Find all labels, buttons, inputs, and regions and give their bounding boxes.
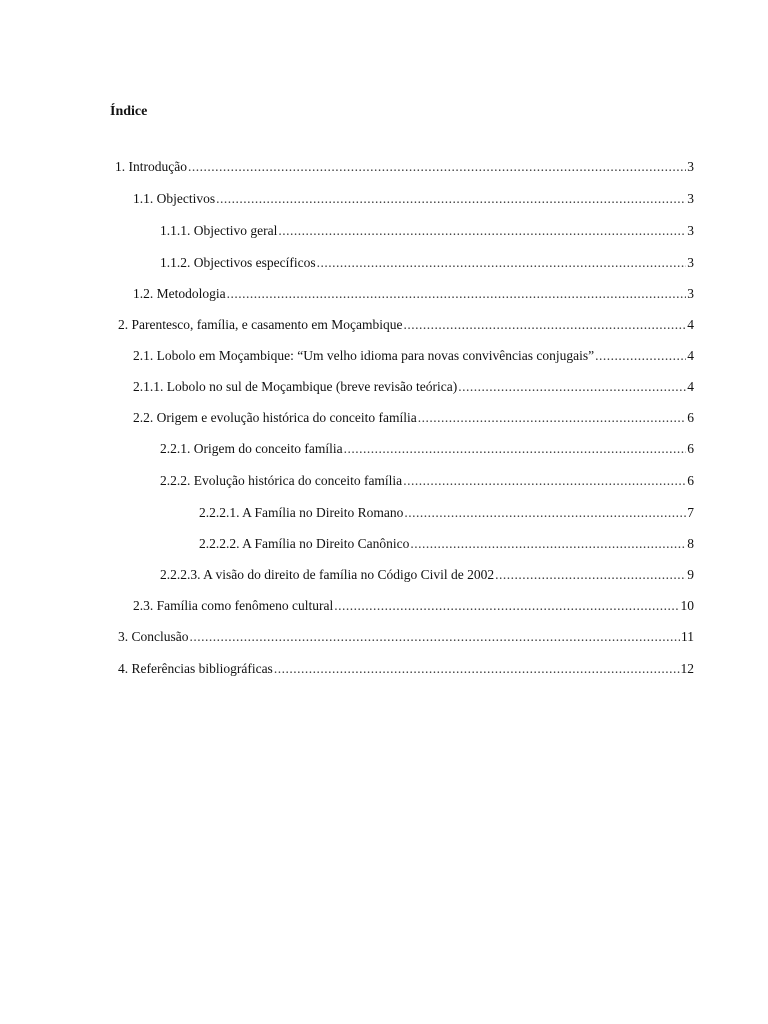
dot-leader [595, 347, 686, 365]
toc-page-number: 6 [687, 410, 694, 425]
dot-leader [495, 566, 686, 584]
dot-leader [418, 409, 686, 427]
toc-entry-text: 1.1.1. Objectivo geral [160, 223, 278, 238]
dot-leader [410, 535, 686, 553]
dot-leader [404, 504, 686, 522]
toc-entry-text: 2. Parentesco, família, e casamento em Moçambique [118, 317, 403, 332]
dot-leader [278, 222, 686, 240]
toc-entry-text: 2.2.2.2. A Família no Direito Canônico [199, 536, 410, 551]
dot-leader [404, 316, 687, 334]
toc-entry-text: 2.3. Família como fenômeno cultural [133, 598, 334, 613]
dot-leader [458, 378, 686, 396]
toc-entry-text: 2.2.1. Origem do conceito família [160, 441, 343, 456]
toc-entry-text: 2.1.1. Lobolo no sul de Moçambique (breve revisão teórica) [133, 379, 458, 394]
dot-leader [216, 190, 686, 208]
toc-entry-text: 3. Conclusão [118, 629, 189, 644]
toc-entry[interactable] [160, 440, 694, 458]
toc-entry-text: 2.1. Lobolo em Moçambique: “Um velho idioma para novas convivências conjugais” [133, 348, 595, 363]
toc-entry[interactable] [118, 316, 694, 334]
toc-entry-text: 2.2.2.3. A visão do direito de família no Código Civil de 2002 [160, 567, 495, 582]
toc-entry[interactable] [160, 566, 694, 584]
toc-page-number: 4 [687, 379, 694, 394]
toc-page-number: 3 [687, 159, 694, 174]
toc-entry[interactable] [133, 597, 694, 615]
toc-page-number: 9 [687, 567, 694, 582]
toc-entry[interactable] [118, 660, 694, 678]
toc-page-number: 6 [687, 441, 694, 456]
toc-entry-text: 2.2.2.1. A Família no Direito Romano [199, 505, 404, 520]
dot-leader [317, 254, 687, 272]
toc-page-number: 3 [687, 191, 694, 206]
toc-page-number: 7 [687, 505, 694, 520]
toc-entry-text: 1.1.2. Objectivos específicos [160, 255, 316, 270]
toc-entry-text: 1.1. Objectivos [133, 191, 216, 206]
toc-page-number: 3 [687, 255, 694, 270]
toc-entry[interactable] [160, 472, 694, 490]
toc-entry[interactable] [133, 347, 694, 365]
toc-page-number: 12 [680, 661, 694, 676]
toc-entry-text: 2.2. Origem e evolução histórica do conceito família [133, 410, 417, 425]
toc-entry[interactable] [133, 409, 694, 427]
toc-entry[interactable] [133, 285, 694, 303]
dot-leader [334, 597, 679, 615]
toc-entry[interactable] [133, 378, 694, 396]
toc-entry-text: 4. Referências bibliográficas [118, 661, 273, 676]
toc-entry-text: 1. Introdução [115, 159, 187, 174]
dot-leader [188, 158, 686, 176]
toc-entry-text: 1.2. Metodologia [133, 286, 226, 301]
toc-page-number: 11 [681, 629, 694, 644]
dot-leader [403, 472, 686, 490]
dot-leader [274, 660, 680, 678]
toc-entry[interactable] [160, 222, 694, 240]
toc-page-number: 6 [687, 473, 694, 488]
dot-leader [227, 285, 687, 303]
toc-title: Índice [110, 104, 148, 119]
toc-entry[interactable] [199, 535, 694, 553]
toc-page-number: 3 [687, 223, 694, 238]
toc-entry[interactable] [133, 190, 694, 208]
toc-page-number: 4 [687, 348, 694, 363]
toc-entry[interactable] [118, 628, 694, 646]
toc-page-number: 4 [687, 317, 694, 332]
toc-entry-text: 2.2.2. Evolução histórica do conceito família [160, 473, 403, 488]
toc-entry[interactable] [160, 254, 694, 272]
toc-page-number: 10 [680, 598, 694, 613]
toc-page-number: 8 [687, 536, 694, 551]
toc-page-number: 3 [687, 286, 694, 301]
dot-leader [344, 440, 687, 458]
dot-leader [190, 628, 681, 646]
toc-entry[interactable] [199, 504, 694, 522]
toc-entry[interactable] [115, 158, 694, 176]
